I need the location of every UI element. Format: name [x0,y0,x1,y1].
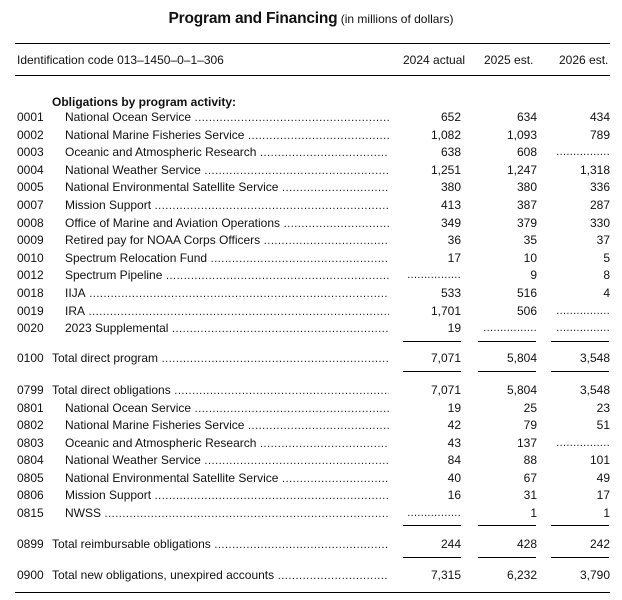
value-2025: 25 [523,400,537,415]
table-row [0,303,622,320]
table-bottom-rule [15,592,610,593]
value-2026: 1 [603,505,610,520]
value-2026: 434 [589,110,610,124]
table-row [0,285,622,302]
column-header-2026: 2026 est. [559,53,609,67]
row-label: National Marine Fisheries Service ..... [65,417,389,435]
value-2024: 1,082 [430,127,461,142]
total-row [0,350,622,367]
identification-code: Identification code 013–1450–0–1–306 [17,53,224,67]
row-code: 0003 [17,145,44,160]
value-2025: ................ [483,322,537,335]
value-2024: 652 [440,110,461,124]
subtotal-rule [478,525,536,526]
row-label: Total new obligations, unexpired accounts ..... [52,567,389,585]
value-2026: 17 [596,488,610,502]
value-2026: 789 [589,127,610,142]
value-2026: 4 [603,286,610,300]
value-2025: 379 [516,215,537,230]
row-label: National Environmental Satellite Service ..... [65,179,389,197]
value-2024: 7,071 [430,383,461,397]
row-label: National Ocean Service ..... [65,109,389,127]
value-2025: 35 [523,233,537,248]
value-2024: 1,251 [430,162,461,177]
value-2026: ................ [556,322,610,335]
row-code: 0001 [17,110,44,124]
row-label: IRA ..... [65,303,389,321]
table-row [0,487,622,504]
value-2026: 3,548 [579,351,610,365]
table-row [0,400,622,417]
table-row [0,470,622,487]
table-row [0,417,622,434]
value-2025: 516 [516,286,537,300]
row-code: 0799 [17,383,44,397]
value-2026: 336 [589,180,610,195]
value-2024: 19 [447,400,461,415]
page-title [0,10,622,28]
row-label: NWSS ..... [65,505,389,523]
row-code: 0815 [17,505,44,520]
row-code: 0805 [17,470,44,485]
table-row [0,250,622,267]
value-2026: 49 [596,470,610,485]
table-row [0,109,622,126]
value-2026: 3,790 [579,568,610,582]
value-2025: 387 [516,198,537,212]
total-rule [551,371,609,372]
row-label: Spectrum Relocation Fund ..... [65,250,389,268]
value-2025: 31 [523,488,537,502]
row-code: 0005 [17,180,44,195]
header-bottom-rule [15,75,610,76]
row-label: Retired pay for NOAA Corps Officers ..... [65,232,389,250]
value-2025: 634 [516,110,537,124]
value-2025: 5,804 [506,351,537,365]
value-2025: 506 [516,303,537,318]
value-2026: 51 [596,418,610,432]
table-row [0,197,622,214]
subtotal-rule [551,525,609,526]
row-code: 0009 [17,233,44,248]
value-2025: 1,247 [506,162,537,177]
row-code: 0012 [17,268,44,283]
total-row [0,382,622,399]
value-2024: 17 [447,250,461,265]
value-2026: 8 [603,268,610,283]
value-2024: 7,315 [430,568,461,582]
table-row [0,505,622,522]
value-2024: 16 [447,488,461,502]
value-2024: 1,701 [430,303,461,318]
title-subtitle: (in millions of dollars) [340,12,454,26]
row-code: 0018 [17,286,44,300]
value-2025: 5,804 [506,383,537,397]
value-2025: 10 [523,250,537,265]
column-header-2024: 2024 actual [403,53,466,67]
row-code: 0020 [17,321,44,336]
row-label: National Ocean Service ..... [65,400,389,418]
value-2025: 380 [516,180,537,195]
subtotal-rule [403,525,461,526]
value-2026: 5 [603,250,610,265]
value-2026: 101 [589,453,610,467]
row-code: 0008 [17,215,44,230]
value-2024: ................ [407,269,461,282]
value-2026: 330 [589,215,610,230]
row-label: Total reimbursable obligations ..... [52,536,389,554]
row-label: Mission Support ..... [65,487,389,505]
header-top-rule [15,43,610,44]
value-2026: 287 [589,198,610,212]
value-2026: 3,548 [579,383,610,397]
row-label: IIJA ..... [65,285,389,303]
value-2024: 244 [440,537,461,551]
value-2024: 7,071 [430,351,461,365]
total-rule [478,371,536,372]
value-2024: 413 [440,198,461,212]
row-code: 0802 [17,418,44,432]
value-2024: 42 [447,418,461,432]
row-code: 0002 [17,127,44,142]
row-label: Total direct program ..... [52,350,389,368]
total-rule [551,557,609,558]
row-label: National Marine Fisheries Service ..... [65,127,389,145]
section-heading: Obligations by program activity: [52,95,237,109]
row-code: 0004 [17,162,44,177]
table-row [0,320,622,337]
subtotal-rule [403,341,461,342]
value-2024: ................ [407,506,461,519]
total-rule [403,557,461,558]
value-2026: 1,318 [579,162,610,177]
row-label: National Weather Service ..... [65,452,389,470]
table-row [0,267,622,284]
row-code: 0007 [17,198,44,212]
value-2024: 349 [440,215,461,230]
total-row [0,567,622,584]
value-2025: 137 [516,435,537,450]
row-label: Mission Support ..... [65,197,389,215]
row-code: 0804 [17,453,44,467]
row-label: Oceanic and Atmospheric Research ..... [65,144,389,162]
value-2025: 67 [523,470,537,485]
table-row [0,435,622,452]
row-label: National Weather Service ..... [65,162,389,180]
value-2024: 638 [440,145,461,160]
value-2026: 242 [589,537,610,551]
value-2025: 608 [516,145,537,160]
value-2024: 40 [447,470,461,485]
row-code: 0899 [17,537,44,551]
total-rule [478,557,536,558]
subtotal-rule [551,341,609,342]
table-row [0,179,622,196]
value-2025: 6,232 [506,568,537,582]
table-row [0,127,622,144]
row-label: Office of Marine and Aviation Operations ..... [65,215,389,233]
row-label: Total direct obligations ..... [52,382,389,400]
value-2026: ................ [556,146,610,159]
value-2024: 533 [440,286,461,300]
row-code: 0019 [17,303,44,318]
value-2025: 1,093 [506,127,537,142]
value-2025: 79 [523,418,537,432]
value-2026: ................ [556,304,610,317]
row-label: 2023 Supplemental ..... [65,320,389,338]
row-code: 0010 [17,250,44,265]
value-2024: 380 [440,180,461,195]
value-2025: 428 [516,537,537,551]
row-label: Oceanic and Atmospheric Research ..... [65,435,389,453]
row-code: 0100 [17,351,44,365]
total-rule [403,371,461,372]
table-row [0,452,622,469]
table-row [0,232,622,249]
table-row [0,215,622,232]
value-2026: 37 [596,233,610,248]
title-main: Program and Financing [168,10,338,27]
row-code: 0806 [17,488,44,502]
value-2025: 1 [530,505,537,520]
row-code: 0803 [17,435,44,450]
row-code: 0801 [17,400,44,415]
table-row [0,144,622,161]
column-header-2025: 2025 est. [484,53,534,67]
value-2026: 23 [596,400,610,415]
value-2024: 36 [447,233,461,248]
value-2026: ................ [556,436,610,449]
row-label: Spectrum Pipeline ..... [65,267,389,285]
value-2024: 19 [447,321,461,336]
value-2024: 84 [447,453,461,467]
row-code: 0900 [17,568,44,582]
row-label: National Environmental Satellite Service ..... [65,470,389,488]
value-2024: 43 [447,435,461,450]
subtotal-rule [478,341,536,342]
value-2025: 9 [530,268,537,283]
total-row [0,536,622,553]
table-row [0,162,622,179]
value-2025: 88 [523,453,537,467]
